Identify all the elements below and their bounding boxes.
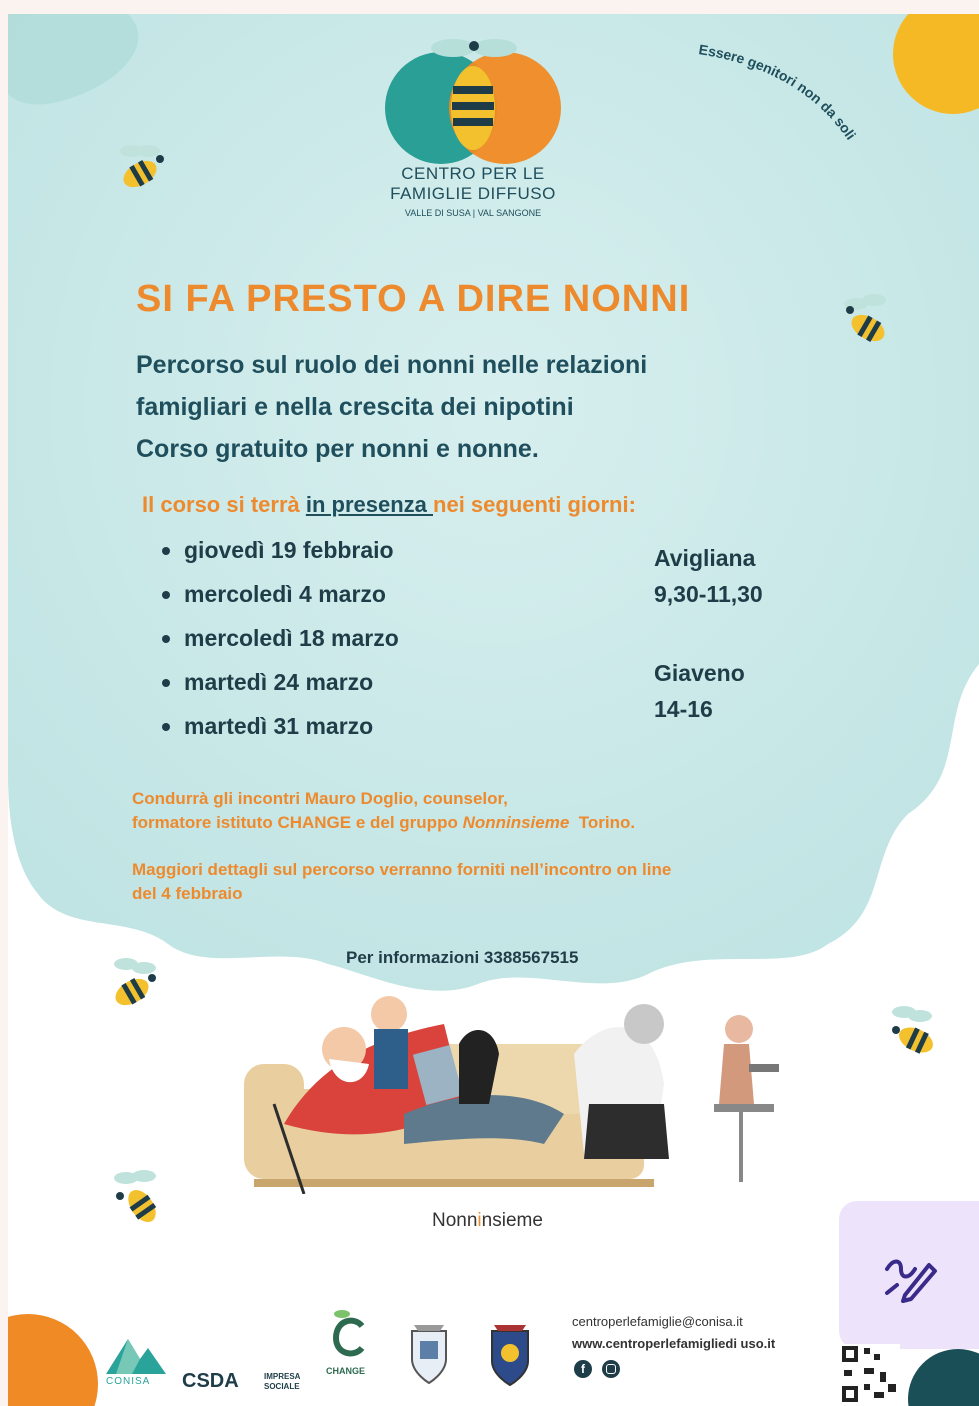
conisa-logo-icon	[106, 1334, 166, 1374]
flyer-page	[8, 14, 979, 1406]
municipal-crest-icon	[404, 1319, 454, 1389]
illustration-caption	[432, 1210, 543, 1232]
bee-icon	[104, 954, 164, 1014]
conisa-label: CONISA	[106, 1376, 151, 1387]
footer-website[interactable]: www.centroperlefamigliedi uso.it	[572, 1336, 776, 1351]
facebook-icon[interactable]: f	[574, 1360, 592, 1378]
csda-sub-line: IMPRESA	[264, 1372, 301, 1381]
location-time: 14-16	[654, 696, 713, 722]
edit-pen-icon	[879, 1245, 939, 1305]
location-place: Avigliana	[654, 545, 756, 571]
location-time: 9,30-11,30	[654, 581, 763, 607]
change-logo-icon	[324, 1304, 374, 1364]
change-label: CHANGE	[326, 1366, 366, 1376]
csda-logo	[182, 1370, 239, 1393]
group-name: Nonninsieme	[462, 813, 570, 832]
org-subtitle: VALLE DI SUSA | VAL SANGONE	[404, 208, 542, 218]
csda-label: CSDA	[182, 1370, 239, 1392]
csda-sub	[264, 1372, 300, 1392]
grandparents-illustration	[244, 994, 784, 1194]
intro-text-end: nei seguenti giorni:	[433, 492, 636, 517]
subtitle-line: famigliari e nella crescita dei nipotini	[136, 393, 574, 421]
tagline-arc	[688, 34, 908, 214]
leader-city: Torino.	[569, 813, 636, 832]
date-label: mercoledì 18 marzo	[184, 625, 399, 651]
location-giaveno	[654, 655, 745, 727]
qr-code[interactable]	[840, 1344, 900, 1404]
footer-email[interactable]: centroperlefamiglie@conisa.it	[572, 1314, 743, 1329]
date-item	[158, 665, 399, 709]
page-title: SI FA PRESTO A DIRE NONNI	[136, 278, 691, 320]
leader-text	[132, 787, 635, 835]
org-name-line2: FAMIGLIE DIFFUSO	[390, 184, 556, 203]
bee-icon	[882, 1002, 942, 1062]
date-label: giovedì 19 febbraio	[184, 537, 394, 563]
logo-icon	[373, 36, 573, 166]
date-item	[158, 621, 399, 665]
date-item	[158, 709, 399, 753]
intro-underlined: in presenza	[305, 492, 434, 517]
course-intro	[142, 492, 636, 518]
date-item	[158, 533, 399, 577]
date-label: martedì 24 marzo	[184, 669, 374, 695]
edit-button[interactable]	[839, 1201, 979, 1349]
csda-sub-line: SOCIALE	[264, 1382, 300, 1391]
municipal-crest-icon	[480, 1319, 540, 1389]
date-item	[158, 577, 399, 621]
org-name-line1: CENTRO PER LE	[401, 164, 545, 183]
date-list	[158, 533, 399, 753]
tagline-text: Essere genitori non da soli	[697, 41, 860, 143]
date-label: mercoledì 4 marzo	[184, 581, 386, 607]
subtitle-line: Percorso sul ruolo dei nonni nelle relazioni	[136, 351, 648, 379]
subtitle	[136, 344, 856, 470]
location-place: Giaveno	[654, 660, 745, 686]
caption-part: Nonn	[432, 1210, 478, 1231]
details-text	[132, 858, 671, 906]
leader-line: formatore istituto CHANGE e del gruppo	[132, 813, 463, 832]
bee-icon	[108, 1166, 168, 1231]
contact-info: Per informazioni 3388567515	[346, 948, 579, 967]
svg-text:Essere genitori non da soli	[698, 41, 859, 142]
location-avigliana	[654, 540, 763, 612]
details-line: Maggiori dettagli sul percorso verranno forniti nell’incontro on line	[132, 860, 672, 879]
leader-line: Condurrà gli incontri Mauro Doglio, counselor,	[132, 789, 508, 808]
instagram-icon[interactable]	[602, 1360, 620, 1378]
date-label: martedì 31 marzo	[184, 713, 374, 739]
intro-text: Il corso si terrà	[142, 492, 306, 517]
caption-part: nsieme	[481, 1210, 543, 1231]
caption-highlight: i	[477, 1210, 482, 1231]
subtitle-line: Corso gratuito per nonni e nonne.	[136, 435, 539, 463]
bee-icon	[110, 139, 170, 194]
details-line: del 4 febbraio	[132, 884, 243, 903]
bee-icon	[836, 290, 896, 350]
